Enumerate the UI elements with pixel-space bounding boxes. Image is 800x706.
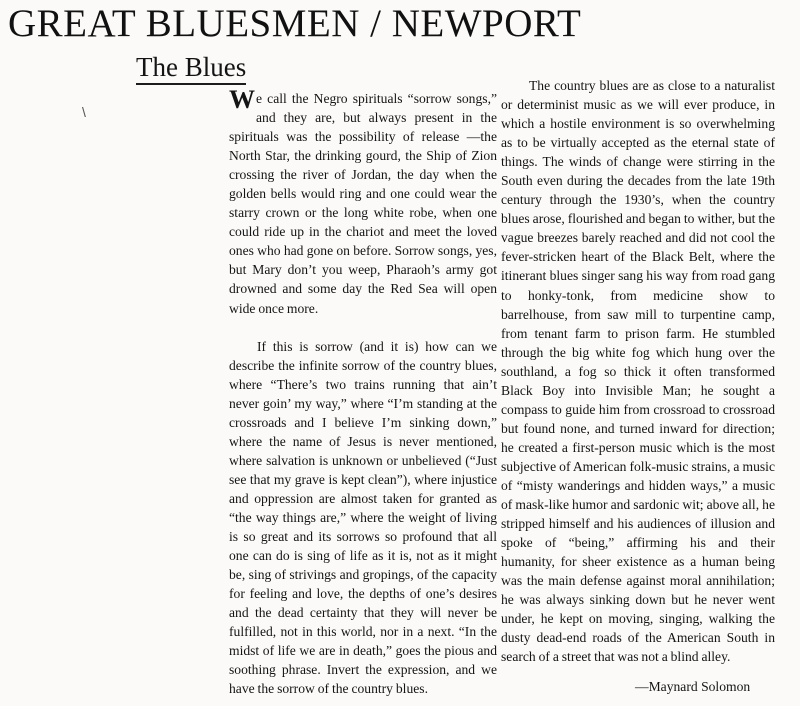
- section-title: The Blues: [136, 52, 246, 85]
- paragraph-1-text: e call the Negro spirituals “sorrow songs,” and they are, but always present in the spirituals was the possibility of release —the North Star, the drinking gourd, the Ship of Zion crossing the river of Jordan, the day when the golden bells would ring and one could wear the starry crown or the long white robe, when one could ride up in the chariot and meet the loved ones who had gone on before. Sorrow songs, yes, but Mary don’t you weep, Pharaoh’s army got drowned and some day the Red Sea will open wide once more.: [229, 91, 497, 316]
- margin-mark: \: [82, 104, 86, 120]
- author-signature: —Maynard Solomon: [635, 679, 751, 694]
- article-column-right: [501, 76, 775, 666]
- paragraph-1: [229, 85, 497, 318]
- page-header: GREAT BLUESMEN / NEWPORT: [8, 2, 582, 45]
- article-column-left: [229, 85, 497, 698]
- drop-cap: W: [229, 85, 255, 114]
- paragraph-2: If this is sorrow (and it is) how can we describe the infinite sorrow of the country blues, where “There’s two trains running that ain’t never goin’ my way,” where “I’m standing at the crossroads and I believe I’m sinking down,” where the name of Jesus is never mentioned, where salvation is unknown or unbelieved (“Just see that my grave is kept clean”), where injustice and oppression are almost taken for granted as “the way things are,” where the weight of living is so great and its sorrows so profound that all one can do is sing of life as it is, not as it might be, sing of strivings and gropings, of the capacity for feeling and love, the depths of one’s desires and the dead certainty that they will never be fulfilled, not in this world, nor in a next. “In the midst of life we are in death,” goes the pious and soothing phrase. Invert the expression, and we have the sorrow of the country blues.: [229, 338, 497, 697]
- paragraph-3: The country blues are as close to a naturalist or determinist music as we will ever produce, in which a hostile environment is so overwhelming as to be virtually accepted as the eternal state of things. The winds of change were stirring in the South even during the decades from the late 19th century through the 1930’s, when the country blues arose, flourished and began to wither, but the vague breezes barely reached and did not cool the fever-stricken heart of the Black Belt, where the itinerant blues singer sang his way from road gang to honky-tonk, from medicine show to barrelhouse, from saw mill to turpentine camp, from tenant farm to prison farm. He stumbled through the big white fog which hung over the southland, a fog so thick it often transformed Black Boy into Invisible Man; he sought a compass to guide him from crossroad to crossroad but found none, and turned inward for direction; he created a first-person music which is the most subjective of American folk-music strains, a music of “misty wanderings and hidden ways,” a music of mask-like humor and sardonic wit; above all, he stripped himself and his audiences of illusion and spoke of “being,” affirming his and their humanity, for sheer existence as a human being was the main defense against moral annihilation; he was always sinking down but he never went under, he kept on moving, singing, walking the dusty dead-end roads of the American South in search of a street that was not a blind alley.: [501, 78, 775, 665]
